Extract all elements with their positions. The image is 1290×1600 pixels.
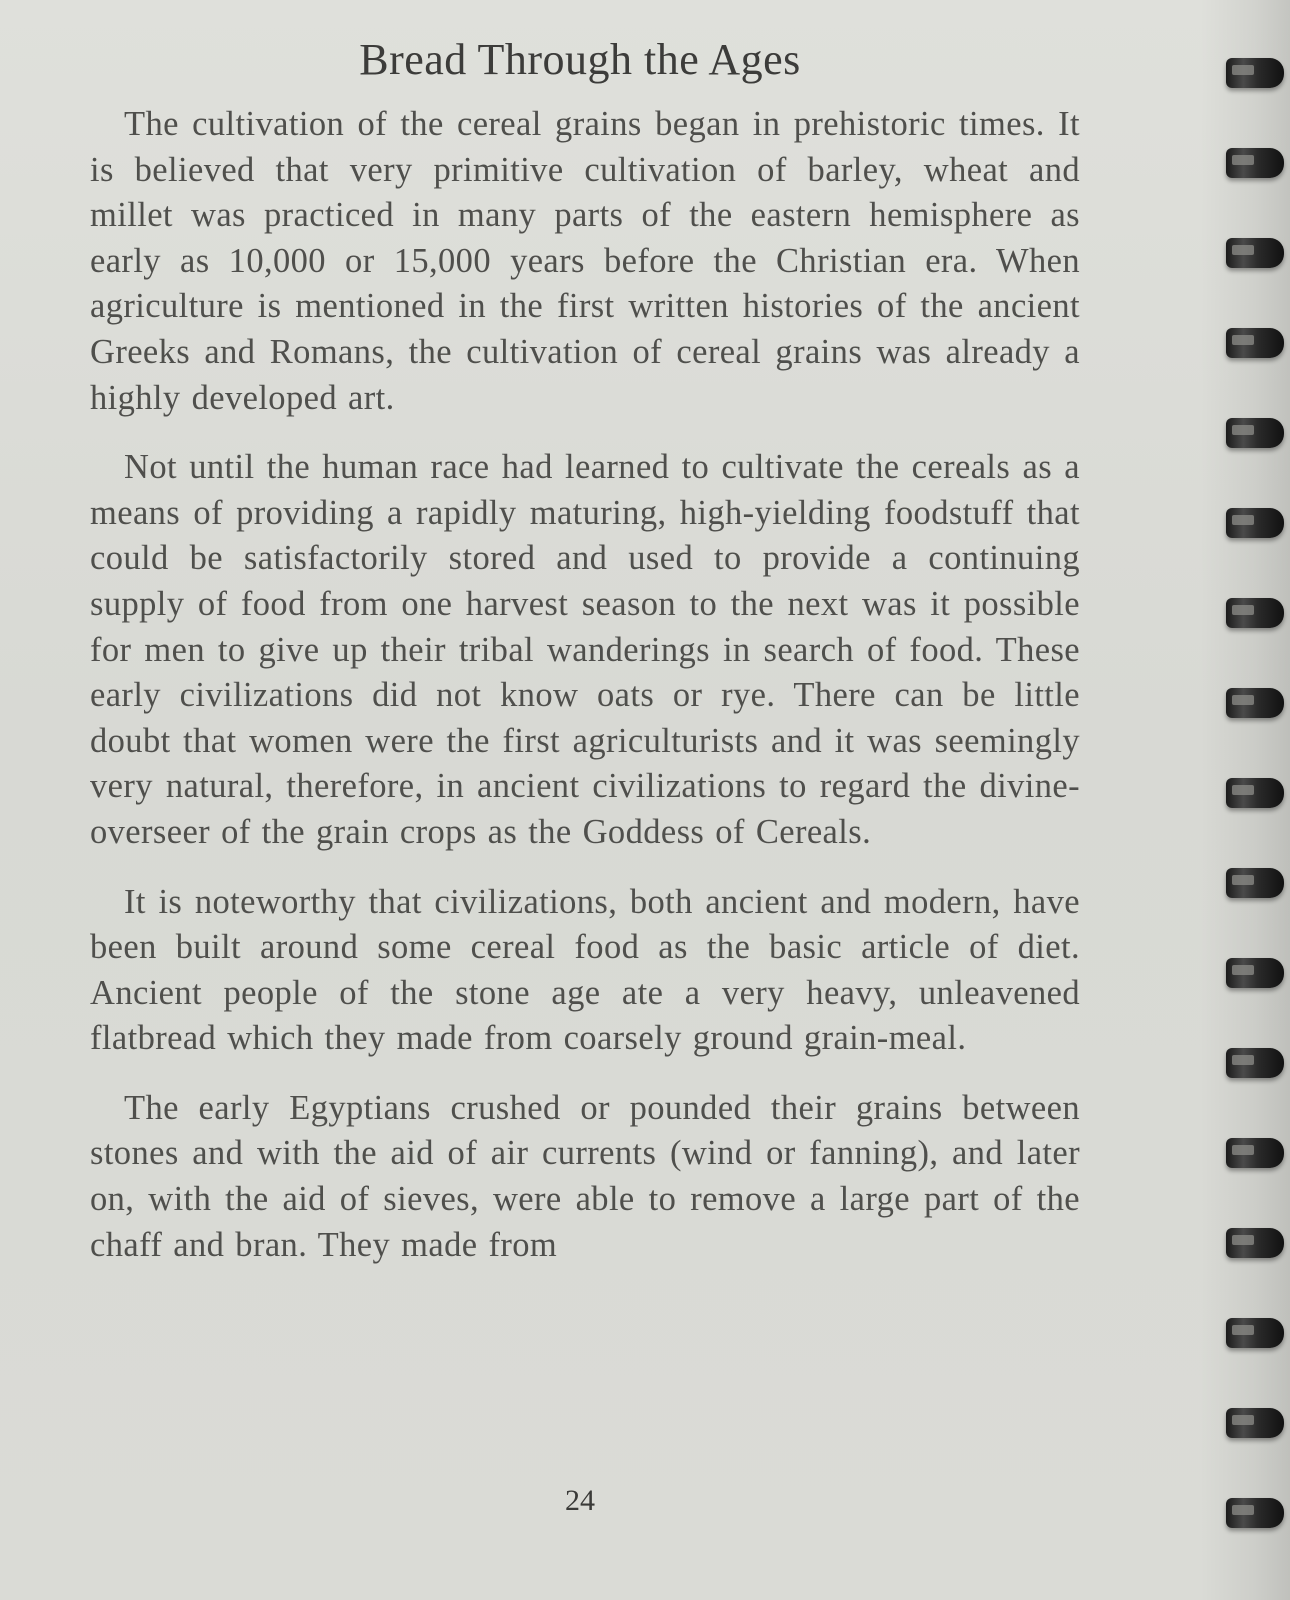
page-number: 24 xyxy=(565,1484,595,1517)
spiral-coil xyxy=(1226,148,1284,178)
spiral-coil xyxy=(1226,778,1284,808)
spiral-coil xyxy=(1226,1228,1284,1258)
spiral-coil xyxy=(1226,328,1284,358)
spiral-coil xyxy=(1226,1498,1284,1528)
spiral-coil xyxy=(1226,1138,1284,1168)
page-title: Bread Through the Ages xyxy=(359,35,801,84)
body-text xyxy=(90,102,1080,1268)
paragraph-1: The cultivation of the cereal grains began in prehistoric times. It is believed that very primitive cultivation of barley, wheat and millet was practiced in many parts of the eastern hemisphere as early as 10,000 or 15,000 years before the Christian era. When agriculture is mentioned in the first written histories of the ancient Greeks and Romans, the cultivation of cereal grains was already a highly developed art. xyxy=(90,105,1080,417)
spiral-coil xyxy=(1226,238,1284,268)
spiral-coil xyxy=(1226,418,1284,448)
spiral-coil xyxy=(1226,58,1284,88)
spiral-coil xyxy=(1226,1408,1284,1438)
paragraph-2: Not until the human race had learned to cultivate the cereals as a means of providing a rapidly maturing, high-yielding foodstuff that could be satisfactorily stored and used to provide a continuing supply of food from one harvest season to the next was it possible for men to give up their tribal wanderings in search of food. These early civilizations did not know oats or rye. There can be little doubt that women were the first agriculturists and it was seemingly very natural, therefore, in ancient civilizations to regard the divine-overseer of the grain crops as the Goddess of Cereals. xyxy=(90,448,1080,851)
spiral-coil xyxy=(1226,868,1284,898)
spiral-binding-icon xyxy=(1210,0,1290,1600)
paragraph-3: It is noteworthy that civilizations, both ancient and modern, have been built around some cereal food as the basic article of diet. Ancient people of the stone age ate a very heavy, unleavened flatbread which they made from coarsely ground grain-meal. xyxy=(90,882,1080,1058)
spiral-coil xyxy=(1226,1318,1284,1348)
spiral-coil xyxy=(1226,958,1284,988)
paragraph-4: The early Egyptians crushed or pounded their grains between stones and with the aid of air currents (wind or fanning), and later on, with the aid of sieves, were able to remove a large part of the chaff and bran. They made from xyxy=(90,1088,1080,1264)
spiral-coil xyxy=(1226,1048,1284,1078)
spiral-coil xyxy=(1226,598,1284,628)
spiral-coil xyxy=(1226,688,1284,718)
spiral-coil xyxy=(1226,508,1284,538)
